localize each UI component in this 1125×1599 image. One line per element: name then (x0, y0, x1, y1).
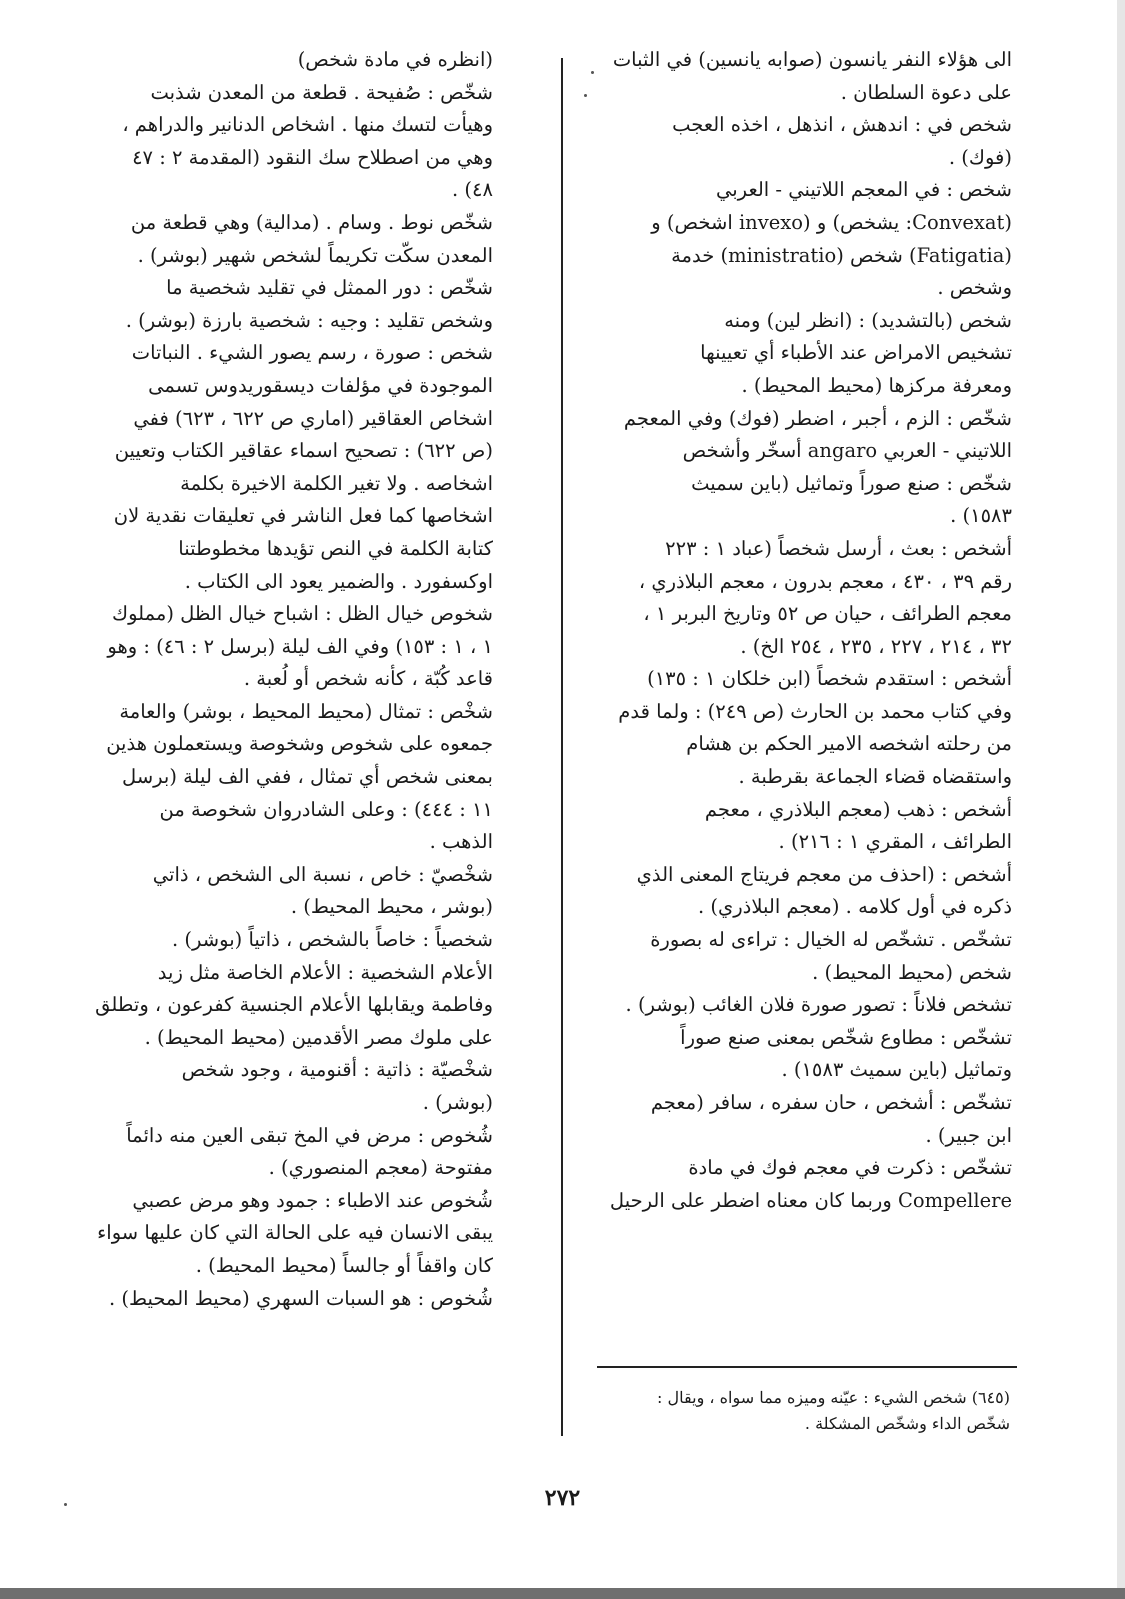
entry-line: ٣٢ ، ٢١٤ ، ٢٢٧ ، ٢٣٥ ، ٢٥٤ الخ) . (740, 634, 1012, 658)
entry-line: شخص (محيط المحيط) . (812, 960, 1012, 984)
entry-line: كتابة الكلمة في النص تؤيدها مخطوطتنا (178, 536, 493, 560)
entry-line: تشخّص . تشخّص له الخيال : تراءى له بصورة (650, 928, 1012, 952)
footnote-line: (٦٤٥) شخص الشيء : عيّنه وميزه مما سواه ، ويقال : (657, 1388, 1010, 1407)
entry-line: ١٥٨٣) . (950, 504, 1012, 528)
page-number: ٢٧٢ (544, 1485, 581, 1511)
entry-line: اللاتيني - العربي angaro أسخّر وأشخص (682, 439, 1012, 463)
left-column (68, 44, 493, 1315)
entry-line: رقم ٣٩ ، ٤٣٠ ، معجم بدرون ، معجم البلاذري ، (638, 569, 1012, 593)
entry-line: شخّص : الزم ، أجبر ، اضطر (فوك) وفي المعجم (623, 406, 1012, 430)
entry-line: وهي من اصطلاح سك النقود (المقدمة ٢ : ٤٧ (132, 145, 493, 169)
entry-line: ابن جبير) . (925, 1123, 1012, 1147)
entry-line: مفتوحة (معجم المنصوري) . (268, 1156, 493, 1180)
entry-line: ذكره في أول كلامه . (معجم البلاذري) . (698, 895, 1012, 919)
entry-line: أشخص : بعث ، أرسل شخصاً (عباد ١ : ٢٢٣ (665, 536, 1012, 560)
entry-line: ١ ، ١ : ١٥٣) وفي الف ليلة (برسل ٢ : ٤٦) : وهو (107, 634, 493, 658)
entry-line: من رحلته اشخصه الامير الحكم بن هشام (686, 732, 1012, 756)
entry-line: شخْصيّة : ذاتية : أقنومية ، وجود شخص (181, 1058, 493, 1082)
right-column (587, 44, 1012, 1217)
entry-line: شخّص : دور الممثل في تقليد شخصية ما (166, 276, 493, 300)
entry-line: اوكسفورد . والضمير يعود الى الكتاب . (184, 569, 493, 593)
entry-line: تشخّص : ذكرت في معجم فوك في مادة (688, 1156, 1012, 1180)
column-divider (561, 58, 563, 1436)
entry-line: شخْص : تمثال (محيط المحيط ، بوشر) والعامة (119, 699, 493, 723)
entry-line: شُخوص عند الاطباء : جمود وهو مرض عصبي (132, 1188, 493, 1212)
entry-line: المعدن سكّت تكريماً لشخص شهير (بوشر) . (137, 243, 493, 267)
entry-line: شخّص : صنع صوراً وتماثيل (باين سميث (691, 471, 1012, 495)
entry-line: بمعنى شخص أي تمثال ، ففي الف ليلة (برسل (122, 765, 493, 789)
entry-line: وشخص تقليد : وجيه : شخصية بارزة (بوشر) . (125, 308, 493, 332)
entry-line: تشخص فلاناً : تصور صورة فلان الغائب (بوشر) . (625, 993, 1012, 1017)
entry-line: اشخاصه . ولا تغير الكلمة الاخيرة بكلمة (180, 471, 493, 495)
entry-line: على دعوة السلطان . (840, 80, 1012, 104)
entry-line: وفي كتاب محمد بن الحارث (ص ٢٤٩) : ولما قدم (618, 699, 1012, 723)
entry-line: شخّص : صُفيحة . قطعة من المعدن شذبت (150, 80, 493, 104)
scan-bottom-band (0, 1588, 1125, 1599)
entry-line: وشخص . (937, 276, 1012, 300)
entry-line: Compellere وربما كان معناه اضطر على الرحيل (609, 1188, 1012, 1212)
scan-speck (64, 1503, 67, 1506)
entry-line: شُخوص : مرض في المخ تبقى العين منه دائماً (126, 1123, 493, 1147)
entry-line: وتماثيل (باين سميث ١٥٨٣) . (781, 1058, 1012, 1082)
entry-line: الى هؤلاء النفر يانسون (صوابه يانسين) في الثبات (612, 48, 1012, 71)
entry-line: أشخص : (احذف من معجم فريتاج المعنى الذي (636, 862, 1012, 886)
entry-line: شخص في : اندهش ، انذهل ، اخذه العجب (672, 113, 1012, 137)
entry-line: يبقى الانسان فيه على الحالة التي كان عليها سواء (97, 1221, 493, 1245)
entry-line: اشخاص العقاقير (اماري ص ٦٢٢ ، ٦٢٣) ففي (133, 406, 493, 430)
entry-line: شخص : صورة ، رسم يصور الشيء . النباتات (131, 341, 493, 365)
entry-line: قاعد كُبّة ، كأنه شخص أو لُعبة . (243, 667, 493, 691)
entry-line: اشخاصها كما فعل الناشر في تعليقات نقدية لان (113, 504, 493, 528)
entry-line: (بوشر) . (422, 1091, 493, 1114)
entry-line: شخوص خيال الظل : اشباح خيال الظل (مملوك (112, 602, 493, 626)
entry-line: شخص : في المعجم اللاتيني - العربي (716, 178, 1012, 202)
entry-line: الموجودة في مؤلفات ديسقوريدوس تسمى (148, 373, 493, 397)
entry-line: وهيأت لتسك منها . اشخاص الدنانير والدراهم ، (122, 113, 493, 137)
entry-line: تشخيص الامراض عند الأطباء أي تعيينها (700, 341, 1012, 365)
entry-line: ١١ : ٤٤٤) : وعلى الشادروان شخوصة من (159, 797, 493, 821)
footnote-line: شخّص الداء وشخّص المشكلة . (804, 1414, 1010, 1433)
entry-line: معجم الطرائف ، حيان ص ٥٢ وتاريخ البربر ١ ، (643, 602, 1012, 626)
entry-line: شخْصيّ : خاص ، نسبة الى الشخص ، ذاتي (152, 862, 493, 886)
footnote (590, 1385, 1010, 1437)
entry-line: تشخّص : مطاوع شخّص بمعنى صنع صوراً (680, 1025, 1012, 1049)
entry-line: كان واقفاً أو جالساً (محيط المحيط) . (195, 1253, 493, 1277)
entry-line: شخصياً : خاصاً بالشخص ، ذاتياً (بوشر) . (172, 928, 493, 952)
scan-speck (584, 94, 587, 97)
entry-line: (Convexat: يشخص) و (invexo اشخص) و (651, 210, 1012, 234)
entry-line: (فوك) . (948, 145, 1012, 169)
entry-line: شخص (بالتشديد) : (انظر لين) ومنه (724, 308, 1012, 332)
entry-line: (انظره في مادة شخص) (297, 48, 493, 71)
scan-speck (591, 71, 594, 74)
entry-line: وفاطمة ويقابلها الأعلام الجنسية كفرعون ، وتطلق (95, 993, 493, 1017)
entry-line: أشخص : ذهب (معجم البلاذري ، معجم (704, 797, 1012, 821)
entry-line: الطرائف ، المقري ١ : ٢١٦) . (778, 830, 1012, 854)
entry-line: شُخوص : هو السبات السهري (محيط المحيط) . (108, 1286, 493, 1310)
entry-line: الذهب . (429, 830, 493, 854)
footnote-separator (597, 1366, 1017, 1368)
entry-line: ومعرفة مركزها (محيط المحيط) . (741, 373, 1012, 397)
entry-line: أشخص : استقدم شخصاً (ابن خلكان ١ : ١٣٥) (647, 667, 1012, 691)
entry-line: تشخّص : أشخص ، حان سفره ، سافر (معجم (650, 1091, 1012, 1114)
entry-line: (ص ٦٢٢) : تصحيح اسماء عقاقير الكتاب وتعيين (114, 439, 493, 463)
scan-edge-shadow (1117, 0, 1125, 1588)
entry-line: جمعوه على شخوص وشخوصة ويستعملون هذين (106, 732, 493, 756)
entry-line: على ملوك مصر الأقدمين (محيط المحيط) . (144, 1025, 493, 1049)
entry-line: شخّص نوط . وسام . (مدالية) وهي قطعة من (130, 210, 493, 234)
entry-line: ٤٨) . (452, 178, 493, 202)
entry-line: (Fatigatia) شخص (ministratio) خدمة (671, 243, 1012, 267)
entry-line: الأعلام الشخصية : الأعلام الخاصة مثل زيد (157, 960, 493, 984)
entry-line: واستقضاه قضاء الجماعة بقرطبة . (738, 765, 1012, 789)
entry-line: (بوشر ، محيط المحيط) . (290, 895, 493, 919)
